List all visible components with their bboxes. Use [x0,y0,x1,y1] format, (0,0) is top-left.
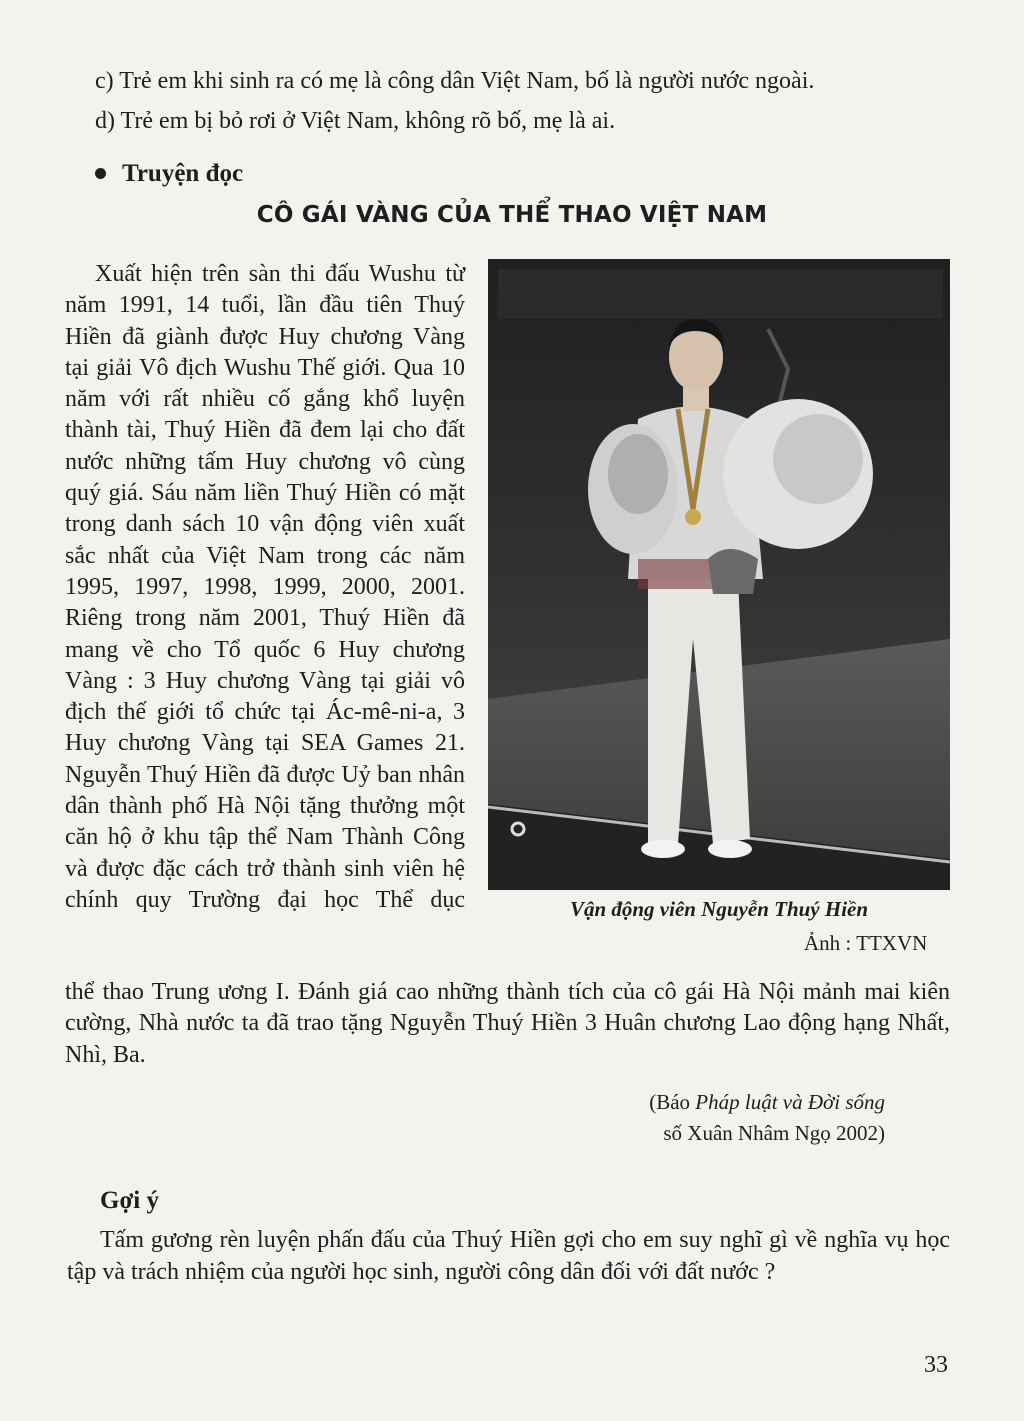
list-item-c: c) Trẻ em khi sinh ra có mẹ là công dân Việt Nam, bố là người nước ngoài. [95,68,815,94]
story-body-rest: thể thao Trung ương I. Đánh giá cao những thành tích của cô gái Hà Nội mảnh mai kiên cường, Nhà nước ta đã trao tặng Nguyễn Thuý Hiền 3 Huân chương Lao động hạng Nhất, Nhì, Ba. [65,979,950,1068]
source-line-2: số Xuân Nhâm Ngọ 2002) [663,1121,885,1145]
source-line-1: (Báo Pháp luật và Đời sống [649,1090,885,1114]
story-paragraph: Xuất hiện trên sàn thi đấu Wushu từ năm 1991, 14 tuổi, lần đầu tiên Thuý Hiền đã giành được Huy chương Vàng tại giải Vô địch Wushu Thế giới. Qua 10 năm với rất nhiều cố gắng khổ luyện thành tài, Thuý Hiền đã đem lại cho đất nước những tấm Huy chương vô cùng quý giá. Sáu năm liền Thuý Hiền có mặt trong danh sách 10 vận động viên xuất sắc nhất của Việt Nam trong các năm 1995, 1997, 1998, 1999, 2000, 2001. Riêng trong năm 2001, Thuý Hiền đã mang về cho Tổ quốc 6 Huy chương Vàng : 3 Huy chương Vàng tại giải vô địch thế giới tổ chức tại Ác-mê-ni-a, 3 Huy chương Vàng tại SEA Games 21. Nguyễn Thuý Hiền đã được Uỷ ban nhân dân thành phố Hà Nội tặng thưởng một căn hộ ở khu tập thể Nam Thành Công và được đặc cách trở thành sinh viên hệ chính quy Trường đại học Thể dục [65,261,465,913]
list-item-d: d) Trẻ em bị bỏ rơi ở Việt Nam, không rõ bố, mẹ là ai. [95,108,616,134]
photo-credit: Ảnh : TTXVN [804,931,928,955]
athlete-photo [488,259,950,890]
section-heading-label: Truyện đọc [122,160,244,187]
athlete-photo-illustration [488,259,950,890]
source-title: Pháp luật và Đời sống [695,1090,885,1114]
hint-paragraph: Tấm gương rèn luyện phấn đấu của Thuý Hiền gợi cho em suy nghĩ gì về nghĩa vụ học tập và trách nhiệm của người học sinh, người công dân đối với đất nước ? [67,1227,950,1285]
bullet-icon [95,168,106,179]
story-title: CÔ GÁI VÀNG CỦA THỂ THAO VIỆT NAM [256,202,768,228]
source-citation [600,1087,885,1149]
section-heading [95,160,243,188]
hint-body [67,1225,950,1288]
page-number: 33 [924,1352,948,1378]
hint-heading: Gợi ý [100,1187,159,1214]
photo-caption: Vận động viên Nguyễn Thuý Hiền [569,897,869,921]
story-body-left [65,259,465,916]
